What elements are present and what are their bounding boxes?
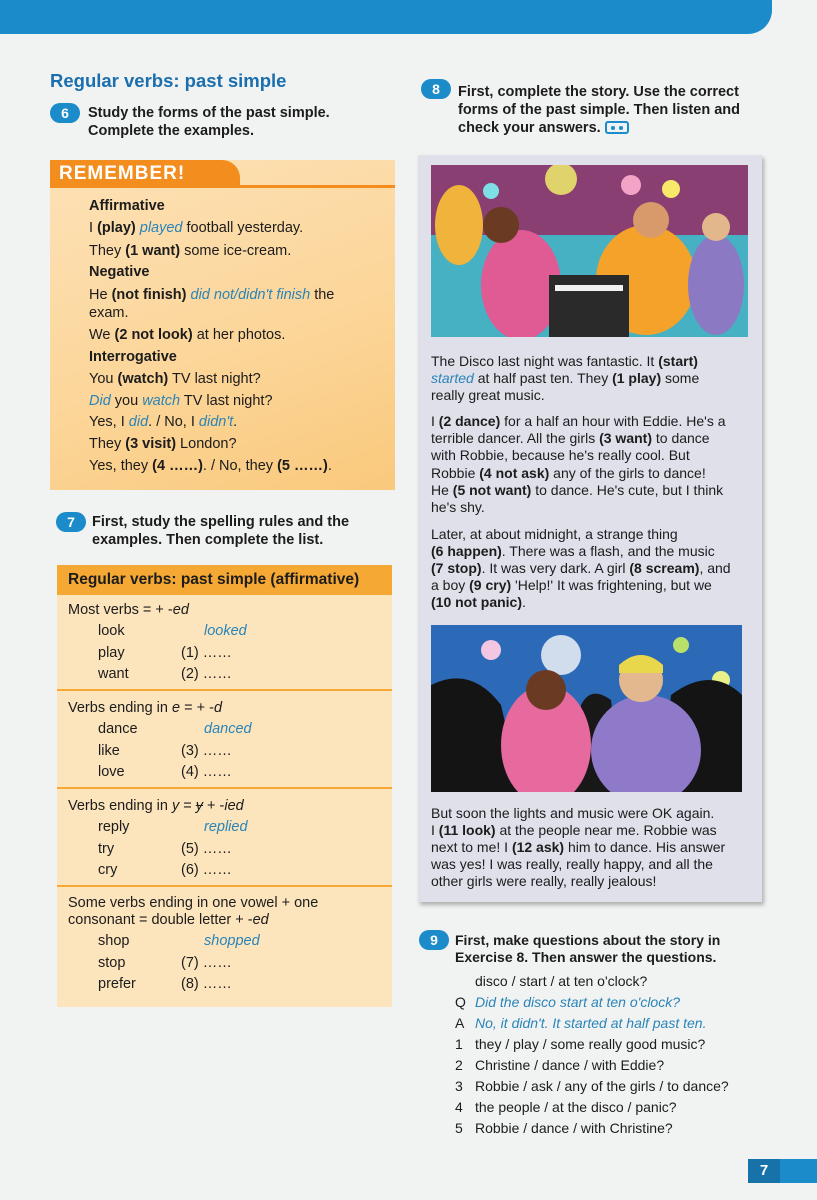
story-line: terrible dancer. All the girls (3 want) to dance bbox=[431, 430, 710, 446]
verb: reply bbox=[98, 819, 130, 835]
story-line: He (5 not want) to dance. He's cute, but I think bbox=[431, 482, 724, 498]
table-divider bbox=[57, 787, 392, 789]
question-item: Christine / dance / with Eddie? bbox=[475, 1057, 665, 1073]
remember-example: Did you watch TV last night? bbox=[89, 393, 273, 409]
spelling-rule: Some verbs ending in one vowel + one bbox=[68, 895, 319, 911]
verb-blank: (8) …… bbox=[181, 976, 232, 992]
verb-blank: (1) …… bbox=[181, 645, 232, 661]
exercise-8-badge: 8 bbox=[421, 79, 451, 99]
exercise-7-instruction: First, study the spelling rules and the examples. Then complete the list. bbox=[92, 514, 350, 548]
section-title: Regular verbs: past simple bbox=[50, 70, 287, 91]
cassette-icon[interactable] bbox=[605, 121, 629, 134]
item-number: 3 bbox=[455, 1078, 463, 1094]
q-label: Q bbox=[455, 994, 466, 1010]
spelling-rule: Most verbs = + -ed bbox=[68, 602, 189, 618]
story-line: was yes! I was really, really happy, and all the bbox=[431, 856, 713, 872]
exercise-9-instruction: First, make questions about the story in Exercise 8. Then answer the questions. bbox=[455, 932, 721, 965]
story-line: I (11 look) at the people near me. Robbie was bbox=[431, 822, 717, 838]
story-line: But soon the lights and music were OK again. bbox=[431, 805, 715, 821]
story-line: (6 happen). There was a flash, and the music bbox=[431, 543, 715, 559]
verb-answer: shopped bbox=[204, 933, 260, 949]
exercise-9-badge: 9 bbox=[419, 930, 449, 950]
remember-example: They (3 visit) London? bbox=[89, 436, 237, 452]
remember-title: REMEMBER! bbox=[50, 160, 240, 188]
interrogative-heading: Interrogative bbox=[89, 349, 177, 365]
a-label: A bbox=[455, 1015, 465, 1031]
story-line: (7 stop). It was very dark. A girl (8 scream), and bbox=[431, 560, 731, 576]
story-line: Later, at about midnight, a strange thing bbox=[431, 526, 678, 542]
verb: cry bbox=[98, 862, 118, 878]
question-prompt: disco / start / at ten o'clock? bbox=[475, 973, 648, 989]
page-number: 7 bbox=[748, 1159, 780, 1183]
negative-heading: Negative bbox=[89, 264, 150, 280]
spelling-table-title: Regular verbs: past simple (affirmative) bbox=[57, 565, 392, 595]
item-number: 2 bbox=[455, 1057, 463, 1073]
story-line: (10 not panic). bbox=[431, 594, 526, 610]
story-line: he's shy. bbox=[431, 499, 485, 515]
item-number: 1 bbox=[455, 1036, 463, 1052]
question-item: the people / at the disco / panic? bbox=[475, 1099, 677, 1115]
top-banner bbox=[0, 0, 772, 34]
story-line: Robbie (4 not ask) any of the girls to dance! bbox=[431, 465, 706, 481]
question-item: Robbie / dance / with Christine? bbox=[475, 1120, 673, 1136]
remember-example: Yes, they (4 ……). / No, they (5 ……). bbox=[89, 458, 332, 474]
remember-example: They (1 want) some ice-cream. bbox=[89, 243, 292, 259]
verb-blank: (6) …… bbox=[181, 862, 232, 878]
affirmative-heading: Affirmative bbox=[89, 198, 165, 214]
verb: shop bbox=[98, 933, 130, 949]
verb: dance bbox=[98, 721, 138, 737]
story-line: next to me! I (12 ask) him to dance. His answer bbox=[431, 839, 726, 855]
item-number: 5 bbox=[455, 1120, 463, 1136]
verb-blank: (4) …… bbox=[181, 764, 232, 780]
spelling-rule: consonant = double letter + -ed bbox=[68, 912, 269, 928]
verb: stop bbox=[98, 955, 126, 971]
question-item: Robbie / ask / any of the girls / to dance? bbox=[475, 1078, 729, 1094]
story-line: started at half past ten. They (1 play) some bbox=[431, 370, 700, 386]
item-number: 4 bbox=[455, 1099, 463, 1115]
verb: look bbox=[98, 623, 125, 639]
verb-blank: (7) …… bbox=[181, 955, 232, 971]
story-line: a boy (9 cry) 'Help!' It was frightening, but we bbox=[431, 577, 712, 593]
spelling-rule: Verbs ending in e = + -d bbox=[68, 700, 223, 716]
remember-example: You (watch) TV last night? bbox=[89, 371, 261, 387]
table-divider bbox=[57, 885, 392, 887]
exercise-6-instruction: Study the forms of the past simple. Complete the examples. bbox=[88, 105, 330, 139]
verb: like bbox=[98, 743, 120, 759]
remember-example: We (2 not look) at her photos. bbox=[89, 327, 286, 343]
story-line: really great music. bbox=[431, 387, 545, 403]
verb: try bbox=[98, 841, 115, 857]
exercise-8-instruction: First, complete the story. Use the correct forms of the past simple. Then listen and check your answers. bbox=[458, 84, 740, 136]
verb: play bbox=[98, 645, 125, 661]
story-line: other girls were really, really jealous! bbox=[431, 873, 657, 889]
verb-blank: (5) …… bbox=[181, 841, 232, 857]
remember-example: I (play) played football yesterday. bbox=[89, 220, 304, 236]
verb-blank: (2) …… bbox=[181, 666, 232, 682]
exercise-6-badge: 6 bbox=[50, 103, 80, 123]
story-line: The Disco last night was fantastic. It (start) bbox=[431, 353, 698, 369]
verb-blank: (3) …… bbox=[181, 743, 232, 759]
example-answer: No, it didn't. It started at half past ten. bbox=[475, 1015, 707, 1031]
question-item: they / play / some really good music? bbox=[475, 1036, 706, 1052]
verb-answer: danced bbox=[204, 721, 252, 737]
story-line: I (2 dance) for a half an hour with Eddie. He's a bbox=[431, 413, 726, 429]
spelling-rule: Verbs ending in y = y + -ied bbox=[68, 798, 244, 814]
remember-example: exam. bbox=[89, 305, 129, 321]
remember-example: Yes, I did. / No, I didn't. bbox=[89, 414, 238, 430]
verb: love bbox=[98, 764, 125, 780]
verb: prefer bbox=[98, 976, 136, 992]
table-divider bbox=[57, 689, 392, 691]
example-question: Did the disco start at ten o'clock? bbox=[475, 994, 680, 1010]
verb-answer: replied bbox=[204, 819, 248, 835]
verb-answer: looked bbox=[204, 623, 247, 639]
disco-illustration-2 bbox=[431, 625, 742, 792]
disco-illustration-1 bbox=[431, 165, 748, 337]
verb: want bbox=[98, 666, 129, 682]
story-line: with Robbie, because he's really cool. But bbox=[431, 447, 690, 463]
exercise-7-badge: 7 bbox=[56, 512, 86, 532]
remember-example: He (not finish) did not/didn't finish the bbox=[89, 287, 335, 303]
